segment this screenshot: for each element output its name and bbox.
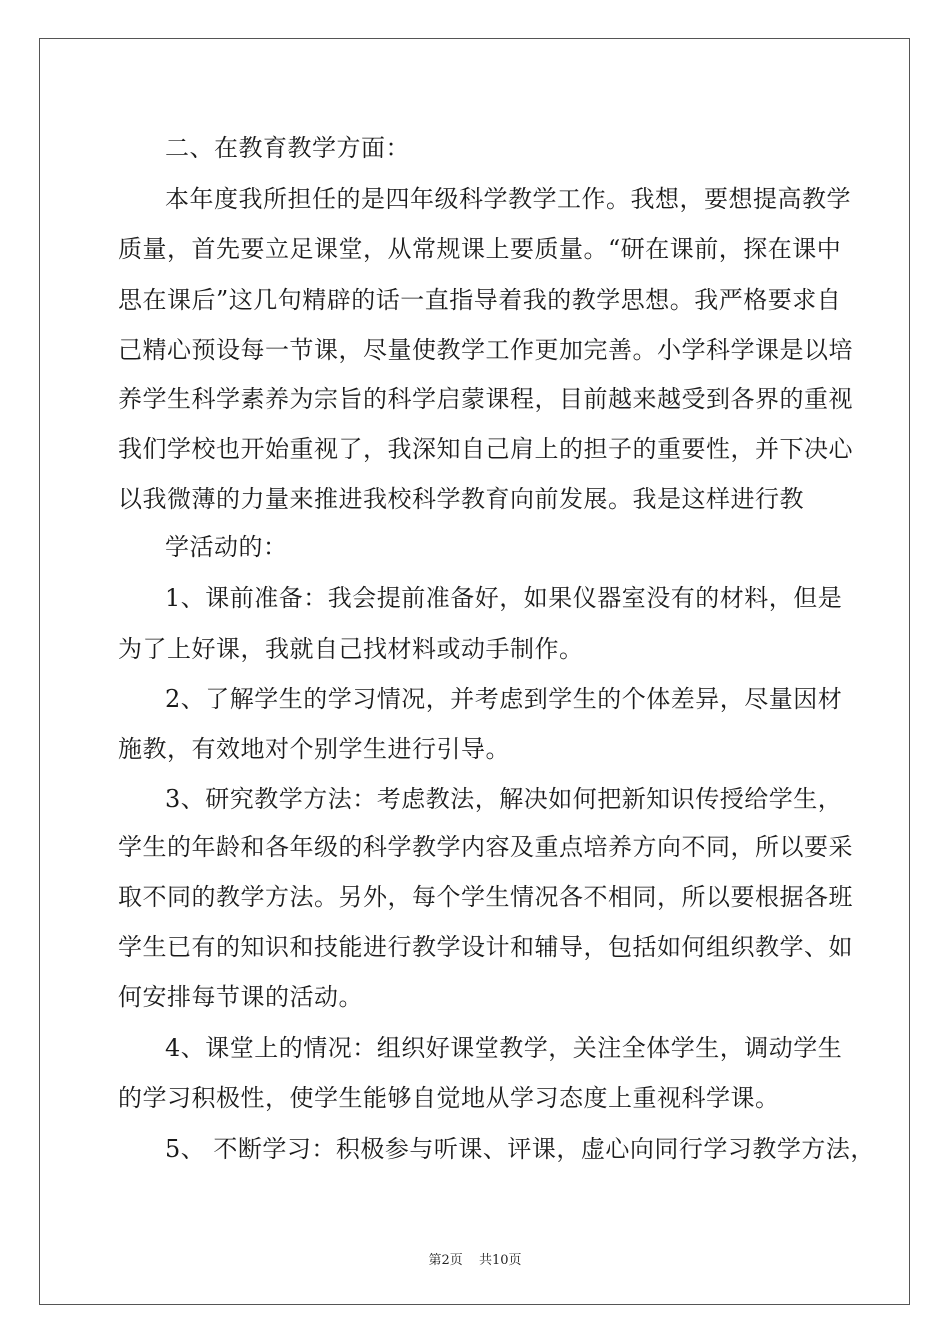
list-item-1: 1、课前准备：我会提前准备好，如果仪器室没有的材料，但是 [165,584,843,612]
text-line: 为了上好课，我就自己找材料或动手制作。 [118,635,584,663]
page-footer [0,1249,950,1268]
list-item-2: 2、了解学生的学习情况，并考虑到学生的个体差异，尽量因材 [165,685,843,713]
text-line: 本年度我所担任的是四年级科学教学工作。我想，要想提高教学 [165,185,851,213]
text-line: 养学生科学素养为宗旨的科学启蒙课程，目前越来越受到各界的重视 [118,385,853,413]
text-line: 以我微薄的力量来推进我校科学教育向前发展。我是这样进行教 [118,485,804,513]
text-line: 学生已有的知识和技能进行教学设计和辅导，包括如何组织教学、如 [118,933,853,961]
text-line: 何安排每节课的活动。 [118,983,363,1011]
list-item-5: 5、 不断学习：积极参与听课、评课，虚心向同行学习教学方法， [165,1135,875,1163]
page-number: 第2页 [428,1253,463,1268]
text-line: 己精心预设每一节课，尽量使教学工作更加完善。小学科学课是以培 [118,336,853,364]
text-line: 施教，有效地对个别学生进行引导。 [118,735,510,763]
text-line: 思在课后”这几句精辟的话一直指导着我的教学思想。我严格要求自 [118,286,842,314]
list-item-4: 4、课堂上的情况：组织好课堂教学，关注全体学生，调动学生 [165,1034,843,1062]
text-line: 取不同的教学方法。另外，每个学生情况各不相同，所以要根据各班 [118,883,853,911]
text-line: 学生的年龄和各年级的科学教学内容及重点培养方向不同，所以要采 [118,833,853,861]
text-line: 质量，首先要立足课堂，从常规课上要质量。“研在课前，探在课中 [118,235,842,263]
page-total: 共10页 [478,1253,522,1268]
text-line: 我们学校也开始重视了，我深知自己肩上的担子的重要性，并下决心 [118,435,853,463]
section-heading: 二、在教育教学方面： [165,134,410,162]
list-item-3: 3、研究教学方法：考虑教法，解决如何把新知识传授给学生， [165,785,843,813]
text-line: 的学习积极性，使学生能够自觉地从学习态度上重视科学课。 [118,1084,780,1112]
text-line: 学活动的： [165,533,288,561]
page-border [39,38,910,1305]
